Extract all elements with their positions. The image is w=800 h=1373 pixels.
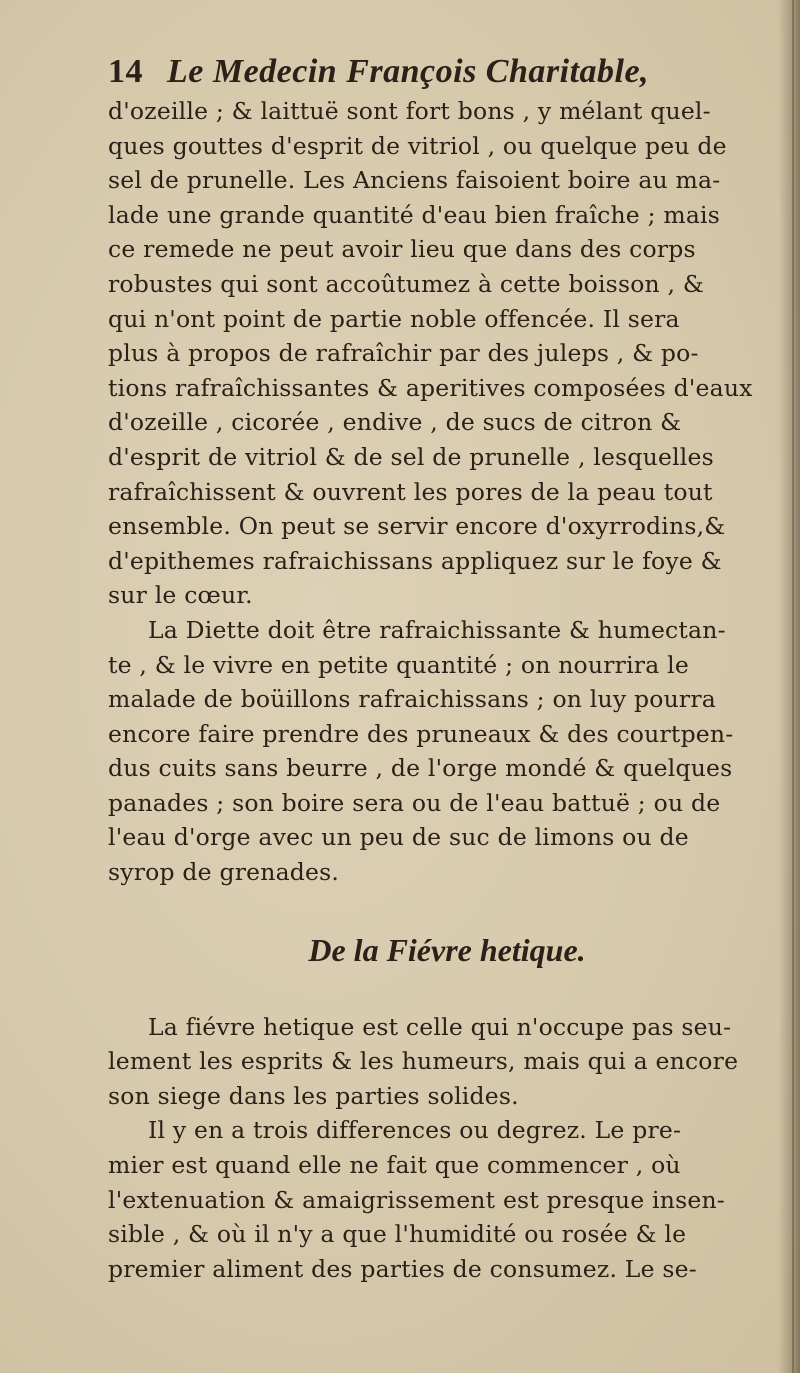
text-line: d'epithemes rafraichissans appliquez sur le foye & [108,546,722,575]
text-line: robustes qui sont accoûtumez à cette boisson , & [108,269,705,298]
text-line: d'esprit de vitriol & de sel de prunelle , lesquelles [108,442,714,471]
text-line: ensemble. On peut se servir encore d'oxyrrodins,& [108,512,726,541]
text-line: encore faire prendre des pruneaux & des courtpen- [108,719,734,748]
paragraph-continuation [108,94,794,613]
section-heading: De la Fiévre hetique. [308,931,586,968]
text-line: sel de prunelle. Les Anciens faisoient boire au ma- [108,166,721,195]
paragraph-definition [108,1010,794,1114]
text-line: sur le cœur. [108,581,253,610]
text-line: d'ozeille , cicorée , endive , de sucs de citron & [108,408,682,437]
text-line: lade une grande quantité d'eau bien fraîche ; mais [108,200,721,229]
text-line: sible , & où il n'y a que l'humidité ou rosée & le [108,1220,687,1249]
running-title: Le Medecin François Charitable, [167,53,650,90]
running-head [108,50,794,94]
text-line: La Diette doit être rafraichissante & humectan- [148,615,726,644]
text-line: plus à propos de rafraîchir par des juleps , & po- [108,339,699,368]
text-line: l'eau d'orge avec un peu de suc de limons ou de [108,823,689,852]
text-line: malade de boüillons rafraichissans ; on luy pourra [108,685,716,714]
text-line: Il y en a trois differences ou degrez. Le pre- [148,1116,682,1145]
text-line: son siege dans les parties solides. [108,1081,519,1110]
text-line: ques gouttes d'esprit de vitriol , ou quelque peu de [108,131,727,160]
paragraph-diet [108,613,794,890]
text-line: d'ozeille ; & laittuë sont fort bons , y mélant quel- [108,97,711,125]
text-line: mier est quand elle ne fait que commencer , où [108,1151,681,1180]
text-line: l'extenuation & amaigrissement est presque insen- [108,1185,725,1214]
page-text-block [108,50,794,1286]
text-line: qui n'ont point de partie noble offencée. Il sera [108,304,680,333]
text-line: panades ; son boire sera ou de l'eau battuë ; ou de [108,788,721,817]
text-line: ce remede ne peut avoir lieu que dans des corps [108,235,696,264]
page-number: 14 [108,53,143,90]
text-line: premier aliment des parties de consumez. Le se- [108,1254,697,1283]
paragraph-degrees [108,1113,794,1286]
text-line: syrop de grenades. [108,858,340,887]
text-line: rafraîchissent & ouvrent les pores de la peau tout [108,477,713,506]
text-line: La fiévre hetique est celle qui n'occupe pas seu- [148,1012,732,1041]
text-line: dus cuits sans beurre , de l'orge mondé & quelques [108,754,733,783]
text-line: tions rafraîchissantes & aperitives composées d'eaux [108,373,753,402]
text-line: lement les esprits & les humeurs, mais qui a encore [108,1047,739,1076]
text-line: te , & le vivre en petite quantité ; on nourrira le [108,650,689,679]
